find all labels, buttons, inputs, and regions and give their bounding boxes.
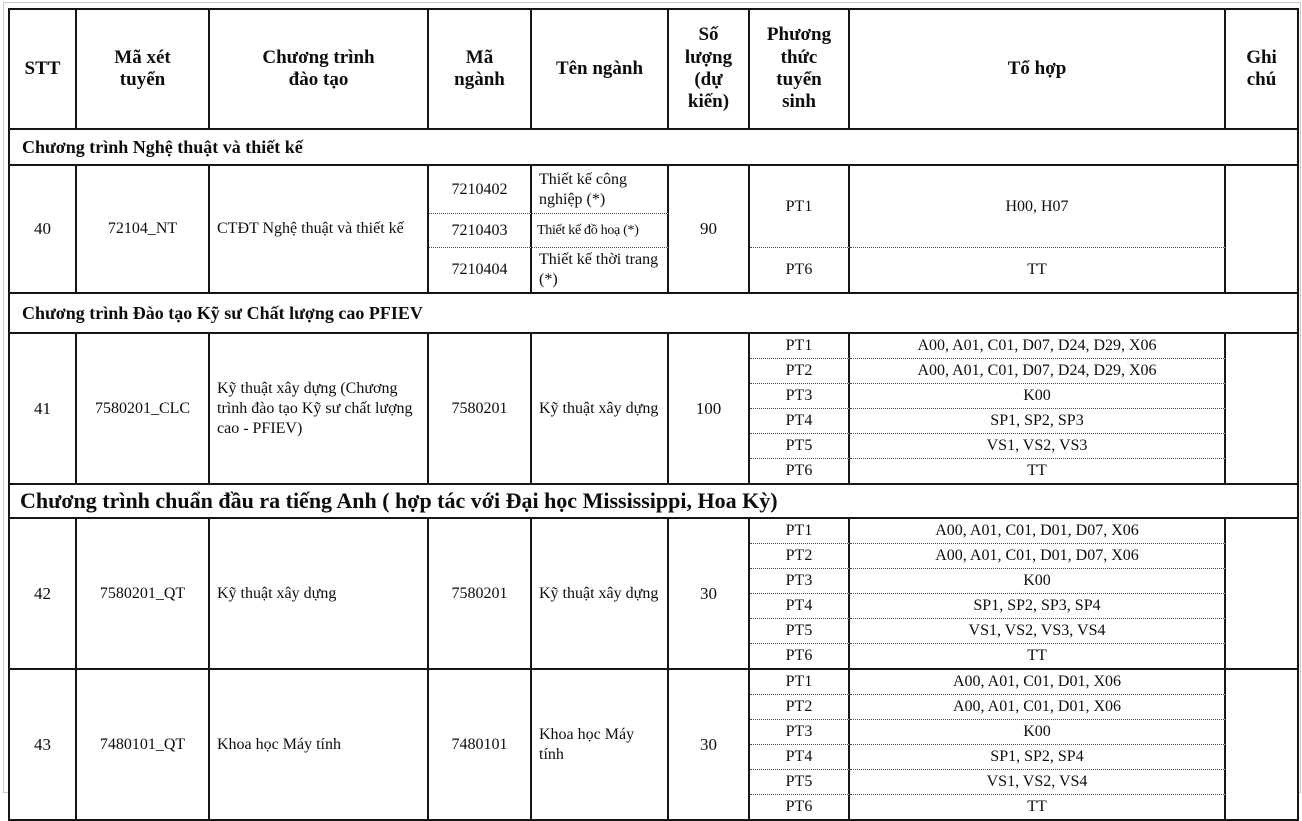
major-code-cell: 7210403 xyxy=(429,214,532,248)
col-header-so-luong: Số lượng (dự kiến) xyxy=(669,10,750,130)
stt-cell: 43 xyxy=(10,670,77,821)
method-cell: PT3 xyxy=(750,384,850,409)
method-cell: PT1 xyxy=(750,670,850,695)
method-cell: PT6 xyxy=(750,248,850,294)
method-cell: PT5 xyxy=(750,619,850,644)
method-cell: PT1 xyxy=(750,334,850,359)
table-row xyxy=(10,334,1299,359)
stt-cell: 41 xyxy=(10,334,77,485)
admission-code-cell: 7580201_CLC xyxy=(77,334,210,485)
combo-cell: A00, A01, C01, D01, D07, X06 xyxy=(850,544,1226,569)
major-code-cell: 7580201 xyxy=(429,334,532,485)
major-code-cell: 7210402 xyxy=(429,166,532,214)
note-cell xyxy=(1226,670,1299,821)
section-title: Chương trình Đào tạo Kỹ sư Chất lượng cao PFIEV xyxy=(10,294,1299,334)
combo-cell: A00, A01, C01, D01, X06 xyxy=(850,695,1226,720)
method-cell: PT2 xyxy=(750,544,850,569)
method-cell: PT5 xyxy=(750,434,850,459)
method-cell: PT2 xyxy=(750,695,850,720)
method-cell: PT3 xyxy=(750,569,850,594)
admission-code-cell: 7480101_QT xyxy=(77,670,210,821)
combo-cell: H00, H07 xyxy=(850,166,1226,248)
table-row xyxy=(10,670,1299,695)
combo-cell: A00, A01, C01, D01, X06 xyxy=(850,670,1226,695)
col-header-stt: STT xyxy=(10,10,77,130)
note-cell xyxy=(1226,166,1299,294)
quantity-cell: 30 xyxy=(669,519,750,670)
admission-code-cell: 72104_NT xyxy=(77,166,210,294)
col-header-phuong-thuc: Phương thức tuyển sinh xyxy=(750,10,850,130)
combo-cell: TT xyxy=(850,248,1226,294)
major-code-cell: 7210404 xyxy=(429,248,532,294)
method-cell: PT6 xyxy=(750,644,850,670)
method-cell: PT6 xyxy=(750,795,850,821)
method-cell: PT3 xyxy=(750,720,850,745)
col-header-ma-xet-tuyen: Mã xét tuyển xyxy=(77,10,210,130)
note-cell xyxy=(1226,334,1299,485)
program-cell: Kỹ thuật xây dựng xyxy=(210,519,429,670)
quantity-cell: 30 xyxy=(669,670,750,821)
col-header-ghi-chu: Ghi chú xyxy=(1226,10,1299,130)
combo-cell: VS1, VS2, VS3, VS4 xyxy=(850,619,1226,644)
combo-cell: A00, A01, C01, D07, D24, D29, X06 xyxy=(850,334,1226,359)
stt-cell: 40 xyxy=(10,166,77,294)
major-name-cell: Khoa học Máy tính xyxy=(532,670,669,821)
section-title: Chương trình Nghệ thuật và thiết kế xyxy=(10,130,1299,166)
admission-code-cell: 7580201_QT xyxy=(77,519,210,670)
method-cell: PT4 xyxy=(750,594,850,619)
method-cell: PT4 xyxy=(750,409,850,434)
header-row xyxy=(10,10,1299,130)
major-name-cell: Thiết kế thời trang (*) xyxy=(532,248,669,294)
method-cell: PT4 xyxy=(750,745,850,770)
method-cell: PT2 xyxy=(750,359,850,384)
combo-cell: A00, A01, C01, D07, D24, D29, X06 xyxy=(850,359,1226,384)
major-name-cell: Kỹ thuật xây dựng xyxy=(532,334,669,485)
combo-cell: K00 xyxy=(850,569,1226,594)
method-cell: PT1 xyxy=(750,166,850,248)
stt-cell: 42 xyxy=(10,519,77,670)
section-title: Chương trình chuẩn đầu ra tiếng Anh ( hợp tác với Đại học Mississippi, Hoa Kỳ) xyxy=(10,485,1299,519)
major-code-cell: 7480101 xyxy=(429,670,532,821)
major-name-cell: Thiết kế đồ hoạ (*) xyxy=(532,214,669,248)
col-header-chuong-trinh-dao-tao: Chương trình đào tạo xyxy=(210,10,429,130)
quantity-cell: 90 xyxy=(669,166,750,294)
combo-cell: K00 xyxy=(850,384,1226,409)
program-cell: Kỹ thuật xây dựng (Chương trình đào tạo Kỹ sư chất lượng cao - PFIEV) xyxy=(210,334,429,485)
document-sheet xyxy=(8,8,1299,821)
major-code-cell: 7580201 xyxy=(429,519,532,670)
admissions-table xyxy=(8,8,1299,821)
combo-cell: SP1, SP2, SP3 xyxy=(850,409,1226,434)
combo-cell: VS1, VS2, VS4 xyxy=(850,770,1226,795)
combo-cell: VS1, VS2, VS3 xyxy=(850,434,1226,459)
note-cell xyxy=(1226,519,1299,670)
major-name-cell: Thiết kế công nghiệp (*) xyxy=(532,166,669,214)
table-row xyxy=(10,519,1299,544)
section-row xyxy=(10,485,1299,519)
combo-cell: TT xyxy=(850,795,1226,821)
col-header-ten-nganh: Tên ngành xyxy=(532,10,669,130)
method-cell: PT5 xyxy=(750,770,850,795)
method-cell: PT6 xyxy=(750,459,850,485)
section-row xyxy=(10,130,1299,166)
combo-cell: A00, A01, C01, D01, D07, X06 xyxy=(850,519,1226,544)
combo-cell: K00 xyxy=(850,720,1226,745)
combo-cell: SP1, SP2, SP4 xyxy=(850,745,1226,770)
major-name-cell: Kỹ thuật xây dựng xyxy=(532,519,669,670)
table-row xyxy=(10,166,1299,214)
section-row xyxy=(10,294,1299,334)
combo-cell: SP1, SP2, SP3, SP4 xyxy=(850,594,1226,619)
combo-cell: TT xyxy=(850,644,1226,670)
quantity-cell: 100 xyxy=(669,334,750,485)
combo-cell: TT xyxy=(850,459,1226,485)
program-cell: CTĐT Nghệ thuật và thiết kế xyxy=(210,166,429,294)
col-header-ma-nganh: Mã ngành xyxy=(429,10,532,130)
col-header-to-hop: Tổ hợp xyxy=(850,10,1226,130)
method-cell: PT1 xyxy=(750,519,850,544)
program-cell: Khoa học Máy tính xyxy=(210,670,429,821)
